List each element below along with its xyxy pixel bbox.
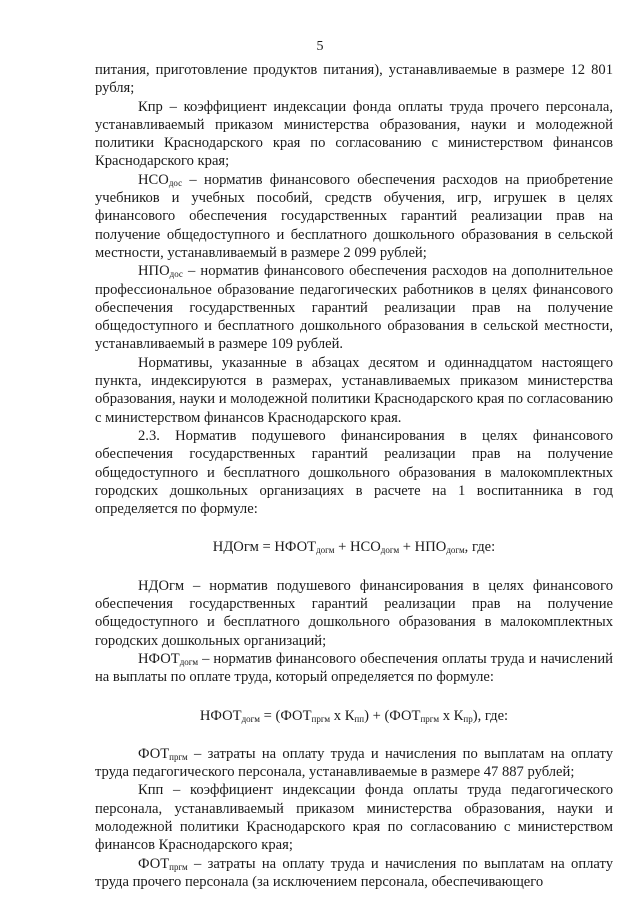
paragraph: $ФОТ_{пргм}$ – затраты на оплату труда и начисления по выплатам на оплату труда педагогического персонала, устанавливаемые в размере 47 887 рублей; xyxy=(95,745,613,781)
paragraph: Кпп – коэффициент индексации фонда оплаты труда педагогического персонала, устанавливаемый приказом министерства образования, науки и молодежной политики Краснодарского края по согласованию с министерством финансов Краснодарского края; xyxy=(95,782,613,854)
term: ФОТ xyxy=(138,855,170,872)
page-number: 5 xyxy=(316,39,324,54)
subscript: дос xyxy=(168,177,183,188)
subscript: догм xyxy=(179,656,199,667)
subscript: пргм xyxy=(169,861,188,872)
paragraph: НДОгм – норматив подушевого финансирования в целях финансового обеспечения государственных гарантий реализации прав на получение общедоступного и бесплатного дошкольного образования в малокомплектных городских дошкольных организаций; xyxy=(95,577,613,649)
term: НФОТ xyxy=(138,650,180,667)
paragraph: $ФОТ_{пргм}$ – затраты на оплату труда и начисления по выплатам на оплату труда прочего персонала (за исключением персонала, обеспечивающего xyxy=(95,855,613,890)
subscript: пргм xyxy=(169,751,188,762)
paragraph: Кпр – коэффициент индексации фонда оплаты труда прочего персонала, устанавливаемый приказом министерства образования, науки и молодежной политики Краснодарского края по согласованию с министерством финансов Краснодарского края; xyxy=(95,98,613,170)
paragraph: 2.3. Норматив подушевого финансирования в целях финансового обеспечения государственных гарантий реализации прав на получение общедоступного и бесплатного дошкольного образования в малокомплектных городских дошкольных организациях в расчете на 1 воспитанника в год определяется по формуле: xyxy=(95,427,613,518)
term: НСО xyxy=(138,171,169,188)
term: ФОТ xyxy=(138,745,170,762)
paragraph: Нормативы, указанные в абзацах десятом и одиннадцатом настоящего пункта, индексируются в размерах, устанавливаемых приказом министерства образования, науки и молодежной политики Краснодарского края по согласованию с министерством финансов Краснодарского края. xyxy=(95,354,613,426)
paragraph: $НПО_{дос}$ – норматив финансового обеспечения расходов на дополнительное профессиональное образование педагогических работников в целях финансового обеспечения государственных гарантий реализации прав на получение общедоступного и бесплатного дошкольного образования в сельской местности, устанавливаемый в размере 109 рублей. xyxy=(95,263,613,353)
paragraph: $НСО_{дос}$ – норматив финансового обеспечения расходов на приобретение учебников и учебных пособий, средств обучения, игр, игрушек в целях финансового обеспечения государственных гарантий реализации прав на получение общедоступного и бесплатного дошкольного образования в сельской местности, устанавливаемый в размере 2 099 рублей; xyxy=(95,171,613,261)
document-body xyxy=(95,61,613,891)
paragraph: $НФОТ_{догм}$ – норматив финансового обеспечения оплаты труда и начислений на выплаты по оплате труда, который определяется по формуле: xyxy=(95,650,613,686)
term: НПО xyxy=(138,263,170,280)
subscript: дос xyxy=(169,269,183,280)
formula-ndogm: НДОгм = $НФОТ_{догм} + НСО_{догм} + НПО_{догм}$, где: xyxy=(212,539,496,556)
formula-nfot: $НФОТ_{догм} = (ФОТ_{пргм}$ x $К_{пп}) + (ФОТ_{пргм}$ x $К_{пр}$), где: xyxy=(199,707,509,724)
paragraph: питания, приготовление продуктов питания), устанавливаемые в размере 12 801 рубля; xyxy=(95,62,613,97)
